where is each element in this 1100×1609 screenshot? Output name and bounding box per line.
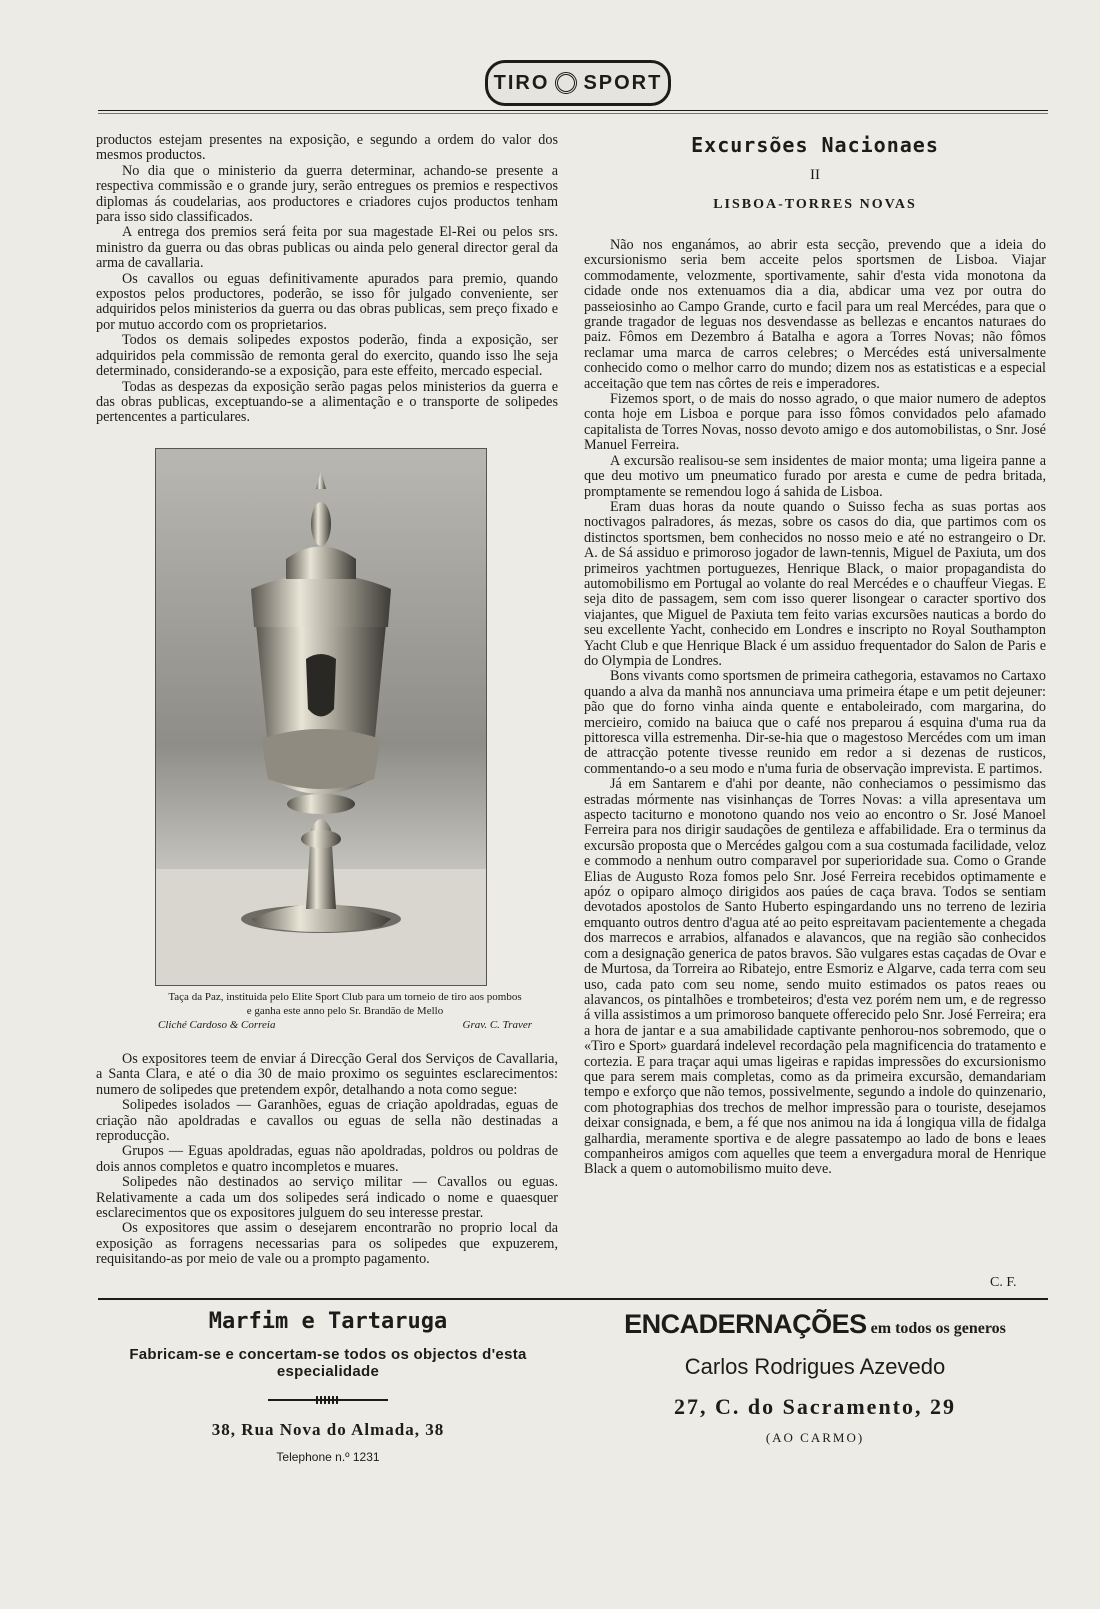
trophy-cup-image	[156, 449, 486, 985]
ad-owner-name: Carlos Rodrigues Azevedo	[684, 1354, 946, 1379]
masthead	[0, 56, 1100, 106]
ad-phone: Telephone n.º 1231	[276, 1450, 380, 1464]
section-subtitle: LISBOA-TORRES NOVAS	[713, 197, 917, 212]
paragraph: Todos os demais solipedes expostos poderão, finda a exposição, ser adquiridos pela commissão de remonta geral do exercito, quando isso lhe seja determinado, considerando-se a exposição, para este effeito, mercado especial.	[96, 332, 558, 380]
right-column	[584, 238, 1046, 1178]
tiro-sport-logo	[485, 60, 671, 106]
paragraph: productos estejam presentes na exposição, e segundo a ordem do valor dos mesmos productos.	[96, 132, 558, 164]
ads-rule	[98, 1298, 1048, 1300]
paragraph: A entrega dos premios será feita por sua magestade El-Rei ou pelos srs. ministro da guerra ou das obras publicas ou ainda pelo general director geral da arma de cavallaria.	[96, 224, 558, 272]
paragraph: A excursão realisou-se sem insidentes de maior monta; uma ligeira panne a que deu motivo um pneumatico furado por aresta e cume de pedra britada, promptamente se remendou logo á sahida de Lisboa.	[584, 452, 1046, 500]
paragraph: Os expositores teem de enviar á Direcção Geral dos Serviços de Cavallaria, a Santa Clara, e até o dia 30 de maio proximo os seguintes esclarecimentos: numero de solipedes que pretendem expôr, detalhando a nota como segue:	[96, 1051, 558, 1098]
ad-marfim	[98, 1305, 558, 1464]
ad-title-main: ENCADERNAÇÕES	[624, 1309, 867, 1339]
target-icon	[555, 72, 577, 94]
credit-cliche: Cliché Cardoso & Correia	[158, 1019, 276, 1031]
paragraph: Já em Santarem e d'ahi por deante, não conheciamos o pessimismo das estradas mórmente nas visinhanças de Torres Novas: a villa apresentava um aspecto taciturno e monotono quando nos veio ao encontro o Sr. José Manoel Ferreira para nos dirigir saudações de gentileza e affabilidade. Era o terminus da excursão proposta que o Mercédes galgou com a sua costumada facilidade, veloz e commodo a nenhum outro comparavel por superioridade sua. Como o Grande Elias de Augusto Roza fomos pelo Snr. José Ferreira recebidos optimamente e apóz o opiparo almoço dirigidos aos paúes de caça brava. Todos se sentiam devotados apostolos de Santo Huberto espingardando uns no terreno de leziria emquanto outros dentro d'agua até ao peito espreitavam pacientemente a chegada dos marrecos e arrabios, alfanados e alavancos, que na região são conhecidos com a designação generica de patos bravos. São vulgares estas caçadas de Ovar e de Murtosa, da Torreira ao Ribatejo, entre Esmoriz e Algarve, cada terra com seu uso, cada pato com seu nome, sendo muito estimados os patos reaes ou alavancos, os pintalhões e trombeteiros; d'esta vez porém nem um, e de regresso á villa assistimos a um primoroso banquete offerecido pelo Snr. José Ferreira; era a hora de jantar e a sua amabilidade captivante penhorou-nos sobremodo, que o «Tiro e Sport» guardará indelevel recordação pela magnificencia do tratamento e cortezia. E para traçar aqui umas ligeiras e rapidas impressões do excursionismo que para serem mais completas, como as da primeira excursão, demandariam tempo e exforço que não temos, possivelmente, segundo a indole do quinzenario, com photographias dos trechos de melhor impressão para o touriste, desejamos deixar consignada, e bem, a fé que nos animou na ida á longiqua villa de fidalga galhardia, meramente sportiva e de alegre passatempo ao lado de bons e leaes companheiros amigos com aquelles que teem a envergadura moral de Henrique Black a quem o automobilismo muito deve.	[584, 776, 1046, 1178]
paragraph: Eram duas horas da noute quando o Suisso fecha as suas portas aos noctivagos palradores, ás mezas, sobre os casos do dia, que partimos com os distinctos sportsmen, bem conhecidos no nosso meio e até no estrangeiro o Dr. A. de Sá assiduo e primoroso jogador de lawn-tennis, Miguel de Paxiuta, um dos primeiros yachtmen portuguezes, Henrique Black, o maior propagandista do automobilismo em Portugal ao volante do real Mercédes e o chauffeur Viegas. E seja dito de passagem, sem com isso querer lisongear o caracter sportivo dos viajantes, que Miguel de Paxiuta tem feito varias excursões nauticas a bordo do seu excellente Yacht, conhecido em Londres e inscripto no Royal Southampton Yacht Club e que Henrique Black é um assiduo frequentador do Salon de Paris e do Olympia de Londres.	[584, 498, 1046, 669]
credit-engraver: Grav. C. Traver	[462, 1019, 532, 1031]
paragraph: Não nos enganámos, ao abrir esta secção, prevendo que a ideia do excursionismo seria bem acceite pelos sportsmen de Lisboa. Viajar commodamente, velozmente, sportivamente, sahir d'esta vida monotona da cidade onde nos extenuamos dia a dia, abdicar uma vez por outra do passeiosinho ao Campo Grande, curto e facil para um real Mercédes, para que o grande tragador de leguas nos desvendasse as bellezas e encantos naturaes do paiz. Fômos em Dezembro á Batalha e agora a Torres Novas; não fômos reclamar uma marca de carros celebres; o Mercédes está universalmente conhecido como o melhor carro do mundo; dizem nos as estatisticas e a especial acceitação que tem nas côrtes de reis e imperadores.	[584, 237, 1046, 392]
author-signature: C. F.	[990, 1275, 1017, 1290]
caption-line: Taça da Paz, instituida pelo Elite Sport Club para um torneio de tiro aos pombos	[168, 991, 522, 1003]
figure-caption	[120, 990, 570, 1032]
paragraph: Solipedes isolados — Garanhões, eguas de criação apoldradas, eguas de criação não apoldradas e cavallos ou eguas de sella não destinadas a reproducção.	[96, 1097, 558, 1145]
paragraph: Os cavallos ou eguas definitivamente apurados para premio, quando expostos pelos productores, poderão, se isso fôr julgado conveniente, ser adquiridos pelos ministerios da guerra ou das obras publicas, sem preço fixado e por mutuo accordo com os proprietarios.	[96, 270, 558, 333]
section-number: II	[810, 167, 820, 183]
ad-title	[584, 1309, 1046, 1340]
header-rule-secondary	[98, 113, 1048, 114]
ad-title: Marfim e Tartaruga	[208, 1309, 448, 1334]
logo-text-right: SPORT	[583, 71, 663, 94]
left-column-bottom	[96, 1052, 558, 1268]
header-rule	[98, 110, 1048, 111]
left-column-top	[96, 133, 558, 426]
trophy-photograph	[155, 448, 487, 986]
ad-address: 27, C. do Sacramento, 29	[673, 1394, 957, 1419]
paragraph: Bons vivants como sportsmen de primeira cathegoria, estavamos no Cartaxo quando a alva da manhã nos annunciava uma primeira étape e um petit dejeuner: pão que do forno vinha ainda quente e entaboleirado, com margarina, do mercieiro, comido na baiuca que o café nos preparou á esquina d'uma rua da pittoresca villa estremenha. Dir-se-hia que o magestoso Mercédes com um iman de attracção potente tivesse reunido em redor a si dezenas de rusticos, commentando-o a seu modo e n'uma furia de observação imprevista. E partimos.	[584, 668, 1046, 777]
caption-credits	[120, 1018, 570, 1032]
ad-description: Fabricam-se e concertam-se todos os objectos d'esta especialidade	[129, 1346, 527, 1380]
ad-location-note: (AO CARMO)	[765, 1430, 865, 1445]
logo-text-left: TIRO	[493, 71, 550, 94]
paragraph: Os expositores que assim o desejarem encontrarão no proprio local da exposição as forragens necessarias para os solipedes que expuzerem, requisitando-as por meio de vale ou a prompto pagamento.	[96, 1220, 558, 1268]
ad-address: 38, Rua Nova do Almada, 38	[211, 1420, 445, 1439]
paragraph: Todas as despezas da exposição serão pagas pelos ministerios da guerra e das obras publicas, exceptuando-se a alimentação e o transporte de solipedes pertencentes a particulares.	[96, 378, 558, 426]
paragraph: Solipedes não destinados ao serviço militar — Cavallos ou eguas. Relativamente a cada um dos solipedes será indicado o nome e quaesquer esclarecimentos que os expositores julguem do seu interesse prestar.	[96, 1174, 558, 1222]
paragraph: No dia que o ministerio da guerra determinar, achando-se presente a respectiva commissão e o grande jury, serão entregues os premios e respectivos diplomas ás coudelarias, aos productores e criadores cujos productos tenham para isso sido classificados.	[96, 162, 558, 226]
paragraph: Grupos — Eguas apoldradas, eguas não apoldradas, poldros ou poldras de dois annos completos e quatro incompletos e muares.	[96, 1143, 558, 1175]
ad-encadernacoes	[584, 1305, 1046, 1446]
ad-title-rest: em todos os generos	[870, 1320, 1006, 1337]
paragraph: Fizemos sport, o de mais do nosso agrado, o que maior numero de adeptos conta hoje em Lisboa e porque para isso fômos convidados pelo afamado capitalista de Torres Novas, nosso devoto amigo e dos automobilistas, o Snr. José Manuel Ferreira.	[584, 391, 1046, 454]
section-title: Excursões Nacionaes	[691, 133, 939, 157]
caption-line: e ganha este anno pelo Sr. Brandão de Mello	[246, 1005, 444, 1017]
ornament-divider	[268, 1396, 388, 1404]
